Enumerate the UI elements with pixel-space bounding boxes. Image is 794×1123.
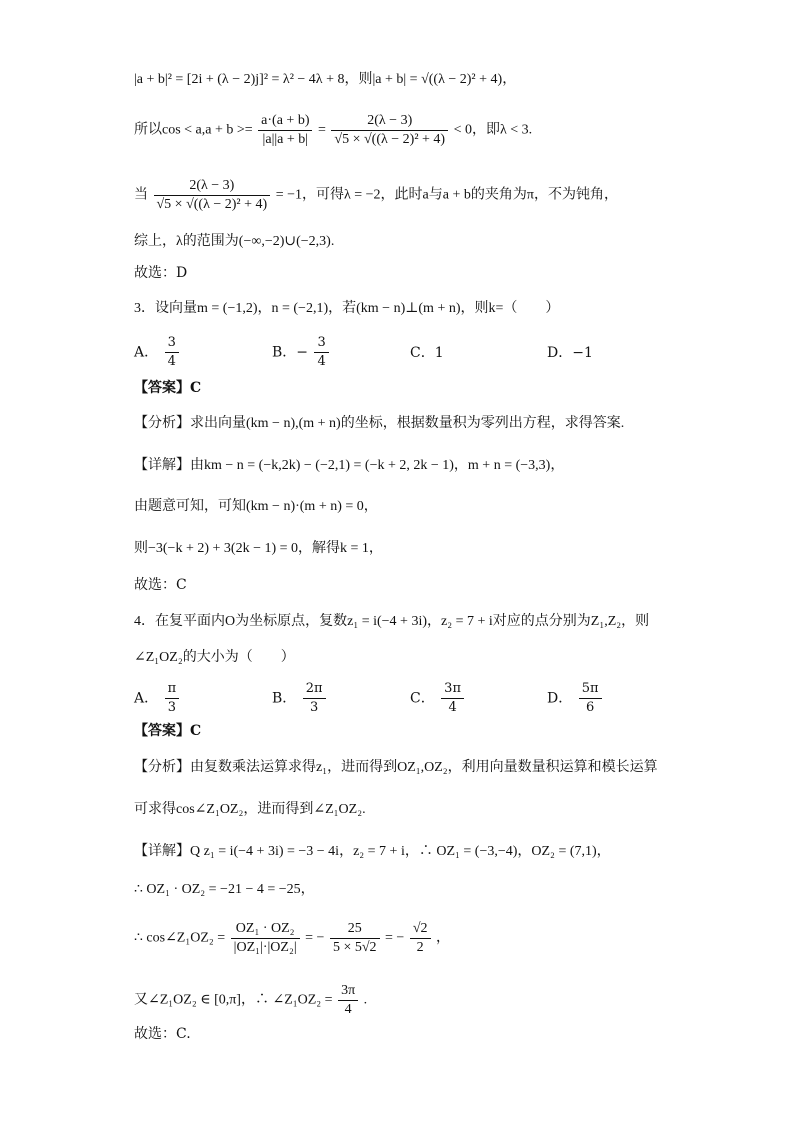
fraction-denominator: |OZ₁|·|OZ₂| [233,940,297,955]
solution-line-cosine [134,920,450,957]
fraction-denominator: 6 [585,700,595,715]
solution-line: 由题意可知，可知(km − n)·(m + n) = 0， [134,499,378,514]
fraction-numerator: OZ₁ · OZ₂ [231,920,300,939]
option-label: B． [272,690,297,707]
question-4-options [134,680,654,720]
fraction-numerator: π [165,680,180,699]
fraction-denominator: 5 × 5√2 [332,940,377,955]
question-3-stem: 3．设向量m = (−1,2)，n = (−2,1)，若(km − n)⊥(m + n)，则k=（ ） [134,301,560,316]
fraction-numerator: a·(a + b) [258,112,312,131]
fraction-denominator: √5 × √((λ − 2)² + 4) [156,197,268,212]
option-label: C． [410,690,435,707]
solution-line-summary: 综上，λ的范围为(−∞,−2)∪(−2,3). [134,234,335,249]
fraction-denominator: 4 [344,1002,352,1017]
fraction [410,920,431,957]
solution-line-cosine [134,112,532,149]
answer-label: 【答案】C [134,723,202,739]
option-b [272,680,328,717]
fraction-denominator: 2 [416,940,424,955]
fraction [165,334,179,371]
analysis-text: 【分析】由复数乘法运算求得z₁，进而得到OZ₁,OZ₂，利用向量数量积运算和模长运算 [134,760,658,775]
option-a [134,334,181,371]
text: = − [305,930,325,946]
option-label: D． [547,690,573,707]
text: ∴ cos∠Z₁OZ₂ = [134,930,226,946]
fraction-numerator: 2(λ − 3) [154,177,271,196]
question-4-stem-cont: ∠Z₁OZ₂的大小为（ ） [134,650,295,665]
option-a [134,680,181,717]
fraction-numerator: √2 [410,920,431,939]
fraction [330,920,380,957]
fraction-numerator: 3π [441,680,464,699]
question-3-options [134,334,654,374]
fraction-numerator: 5π [579,680,602,699]
solution-line-angle [134,982,367,1019]
option-label: A． [134,344,159,361]
select-answer: 故选：D [134,265,188,281]
option-b [272,334,331,371]
fraction-denominator: 4 [448,700,457,715]
fraction [258,112,312,149]
fraction [154,177,271,214]
text: . [363,992,368,1008]
text: < 0，即λ < 3. [453,122,533,138]
select-answer: 故选：C [134,577,187,593]
text: = −1，可得λ = −2，此时a与a + b的夹角为π，不为钝角， [275,187,618,203]
question-4-stem: 4．在复平面内O为坐标原点，复数z₁ = i(−4 + 3i)，z₂ = 7 + i对应的点分别为Z₁,Z₂，则 [134,614,650,629]
text: ， [436,930,451,946]
solution-line: 则−3(−k + 2) + 3(2k − 1) = 0，解得k = 1， [134,541,383,556]
option-label: B．− [272,344,309,361]
text: 当 [134,187,148,203]
fraction-denominator: √5 × √((λ − 2)² + 4) [334,132,446,147]
fraction-denominator: 4 [317,354,326,369]
fraction [579,680,602,717]
solution-line-equal-case [134,177,618,214]
option-d [547,680,604,717]
fraction [231,920,300,957]
fraction-numerator: 2(λ − 3) [331,112,448,131]
option-d: D．−1 [547,345,593,361]
fraction-denominator: 3 [167,700,176,715]
option-c: C．1 [410,345,444,361]
detailed-solution: 【详解】由km − n = (−k,2k) − (−2,1) = (−k + 2, 2k − 1)，m + n = (−3,3)， [134,458,565,473]
option-c [410,680,466,717]
text: 所以cos < a,a + b >= [134,122,253,138]
select-answer: 故选：C. [134,1026,191,1042]
fraction-numerator: 3 [165,334,179,353]
solution-line: ∴ OZ₁ · OZ₂ = −21 − 4 = −25， [134,882,315,897]
fraction [165,680,180,717]
fraction-denominator: |a||a + b| [262,132,309,147]
fraction [441,680,464,717]
fraction-numerator: 3π [338,982,358,1001]
fraction [338,982,358,1019]
fraction-numerator: 3 [314,334,328,353]
text: = [317,122,326,138]
fraction [303,680,326,717]
fraction [331,112,448,149]
solution-line-modulus: |a + b|² = [2i + (λ − 2)j]² = λ² − 4λ + 8，则|a + b| = √((λ − 2)² + 4)， [134,72,517,87]
text: 又∠Z₁OZ₂ ∈ [0,π]，∴ ∠Z₁OZ₂ = [134,992,333,1008]
option-label: A． [134,690,159,707]
analysis-text-cont: 可求得cos∠Z₁OZ₂，进而得到∠Z₁OZ₂. [134,802,366,817]
text: = − [385,930,405,946]
analysis-text: 【分析】求出向量(km − n),(m + n)的坐标，根据数量积为零列出方程，求得答案. [134,416,625,431]
fraction-numerator: 2π [303,680,326,699]
detailed-solution: 【详解】Q z₁ = i(−4 + 3i) = −3 − 4i，z₂ = 7 + i，∴ OZ₁ = (−3,−4)，OZ₂ = (7,1)， [134,844,611,859]
fraction [314,334,328,371]
fraction-denominator: 4 [167,354,176,369]
answer-label: 【答案】C [134,380,202,396]
fraction-numerator: 25 [330,920,380,939]
fraction-denominator: 3 [310,700,319,715]
